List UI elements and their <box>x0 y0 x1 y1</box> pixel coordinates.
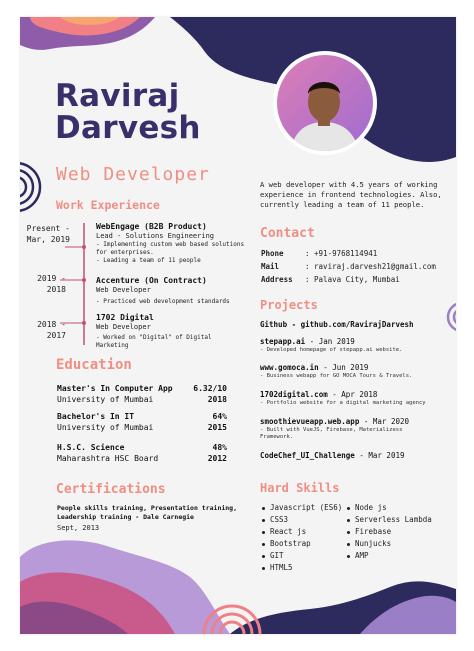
bullet-icon <box>347 531 350 534</box>
skill-item <box>262 514 342 526</box>
contact-mail <box>261 262 436 272</box>
project-name: smoothievueapp.web.app <box>260 417 360 426</box>
projects-github <box>260 320 450 330</box>
project-name: www.gomoca.in <box>260 363 319 372</box>
project-date: - Mar 2020 <box>359 417 410 426</box>
work-date-1 <box>20 223 70 245</box>
job-title: Web Developer <box>56 164 210 185</box>
projects-heading: Projects <box>260 298 318 312</box>
project-item <box>260 451 450 461</box>
skill-label: React js <box>270 527 307 536</box>
project-name: CodeChef_UI_Challenge <box>260 451 355 460</box>
skill-label: Bootstrap <box>270 539 311 548</box>
certifications-line-1: People skills training, Presentation training, <box>57 504 238 512</box>
resume-sheet <box>20 17 456 634</box>
bullet-icon <box>262 567 265 570</box>
contact-heading: Contact <box>260 226 315 241</box>
contact-value: : +91-9768114941 <box>305 249 378 258</box>
work-point: - Leading a team of 11 people <box>96 257 201 264</box>
project-desc: - Business webapp for GO MOCA Tours & Travels. <box>260 373 413 379</box>
work-company-2: Accenture (On Contract) <box>96 276 207 285</box>
name-line-1: Raviraj <box>55 78 180 114</box>
bullet-icon <box>262 519 265 522</box>
education-year: 2012 <box>207 454 227 463</box>
profile-photo <box>272 50 378 156</box>
skill-label: HTML5 <box>270 563 293 572</box>
skill-item <box>347 502 432 514</box>
work-date-2-start: 2019 - <box>37 274 66 283</box>
project-item <box>260 390 450 407</box>
work-date-2-end: 2018 <box>46 285 66 294</box>
work-item-1 <box>96 222 246 265</box>
project-desc: Framework. <box>260 434 294 440</box>
contact-value: : Palava City, Mumbai <box>305 275 400 284</box>
education-score: 64% <box>212 412 227 421</box>
education-item-2 <box>57 411 227 433</box>
project-name: 1702digital.com <box>260 390 328 399</box>
bullet-icon <box>262 543 265 546</box>
project-date: - Jan 2019 <box>305 337 355 346</box>
skill-label: CSS3 <box>270 515 289 524</box>
work-point: - Implementing custom web based solutions for enterprises. <box>96 241 245 256</box>
project-date: - Jun 2019 <box>318 363 369 372</box>
skill-label: Serverless Lambda <box>355 515 432 524</box>
work-date-1-start: Present - <box>26 224 70 233</box>
education-school: University of Mumbai <box>57 395 154 404</box>
skill-label: AMP <box>355 551 369 560</box>
certifications-heading: Certifications <box>56 482 166 497</box>
skill-label: Firebase <box>355 527 392 536</box>
name-line-2: Darvesh <box>55 110 201 146</box>
certifications-line-2: Leadership training - Dale Carnegie <box>57 513 194 521</box>
work-date-3-start: 2018 - <box>37 320 66 329</box>
work-date-2 <box>20 273 66 295</box>
work-point: - Worked on "Digital" of Digital Marketing <box>96 334 212 349</box>
project-desc: - Built with VueJS, Firebase, Materializess <box>260 427 403 433</box>
skill-label: Node js <box>355 503 387 512</box>
education-item-3 <box>57 442 227 464</box>
education-degree: Master's In Computer App <box>57 384 173 393</box>
skill-item <box>347 550 432 562</box>
skill-label: Nunjucks <box>355 539 392 548</box>
work-date-1-end: Mar, 2019 <box>26 235 70 244</box>
education-degree: Bachelor's In IT <box>57 412 135 421</box>
education-item-1 <box>57 383 227 405</box>
bullet-icon <box>347 519 350 522</box>
work-item-2 <box>96 276 246 306</box>
skill-item <box>347 514 432 526</box>
education-school: Maharashtra HSC Board <box>57 454 159 463</box>
project-date: - Mar 2019 <box>354 451 405 460</box>
project-name: stepapp.ai <box>260 337 306 346</box>
skill-label: GIT <box>270 551 284 560</box>
skill-item <box>262 526 342 538</box>
project-item <box>260 337 450 354</box>
work-role-1: Lead - Solutions Engineering <box>96 232 215 240</box>
education-score: 6.32/10 <box>193 384 227 393</box>
work-company-1: WebEngage (B2B Product) <box>96 222 207 231</box>
work-item-3 <box>96 313 246 350</box>
contact-phone <box>261 249 377 259</box>
bullet-icon <box>347 543 350 546</box>
skills-col-1 <box>262 502 342 574</box>
contact-key: Phone <box>261 249 284 258</box>
education-heading: Education <box>56 357 132 373</box>
bullet-icon <box>262 555 265 558</box>
project-desc: - Developed homepage of stepapp.ai website. <box>260 347 403 353</box>
certifications-text <box>57 504 257 522</box>
skill-item <box>262 550 342 562</box>
project-desc: - Portfolio website for a digital marketing agency <box>260 400 426 406</box>
certifications-date: Sept, 2013 <box>57 524 100 532</box>
work-date-3-end: 2017 <box>46 331 66 340</box>
contact-key: Address <box>261 275 293 284</box>
github-link: Github - github.com/RavirajDarvesh <box>260 320 414 329</box>
work-date-3 <box>20 319 66 341</box>
work-role-3: Web Developer <box>96 323 151 331</box>
skill-item <box>262 502 342 514</box>
skill-item <box>347 526 432 538</box>
bullet-icon <box>347 507 350 510</box>
contact-value: : raviraj.darvesh21@gmail.com <box>305 262 436 271</box>
project-item <box>260 363 450 380</box>
education-school: University of Mumbai <box>57 423 154 432</box>
bullet-icon <box>347 555 350 558</box>
bullet-icon <box>262 531 265 534</box>
contact-key: Mail <box>261 262 280 271</box>
skills-heading: Hard Skills <box>260 481 340 495</box>
skills-col-2 <box>347 502 432 562</box>
work-role-2: Web Developer <box>96 286 151 294</box>
education-year: 2018 <box>207 395 227 404</box>
contact-address <box>261 275 400 285</box>
work-experience-heading: Work Experience <box>56 198 160 212</box>
education-degree: H.S.C. Science <box>57 443 125 452</box>
work-point: - Practiced web development standards <box>96 298 230 305</box>
work-company-3: 1702 Digital <box>96 313 154 322</box>
project-date: - Apr 2018 <box>327 390 378 399</box>
skill-item <box>262 538 342 550</box>
education-score: 48% <box>212 443 227 452</box>
bullet-icon <box>262 507 265 510</box>
skill-item <box>347 538 432 550</box>
summary-text: A web developer with 4.5 years of working experience in frontend technologies. Also, currently leading a team of 11 people. <box>260 180 442 209</box>
education-year: 2015 <box>207 423 227 432</box>
skill-item <box>262 562 342 574</box>
skill-label: Javascript (ES6) <box>270 503 343 512</box>
project-item <box>260 417 450 441</box>
